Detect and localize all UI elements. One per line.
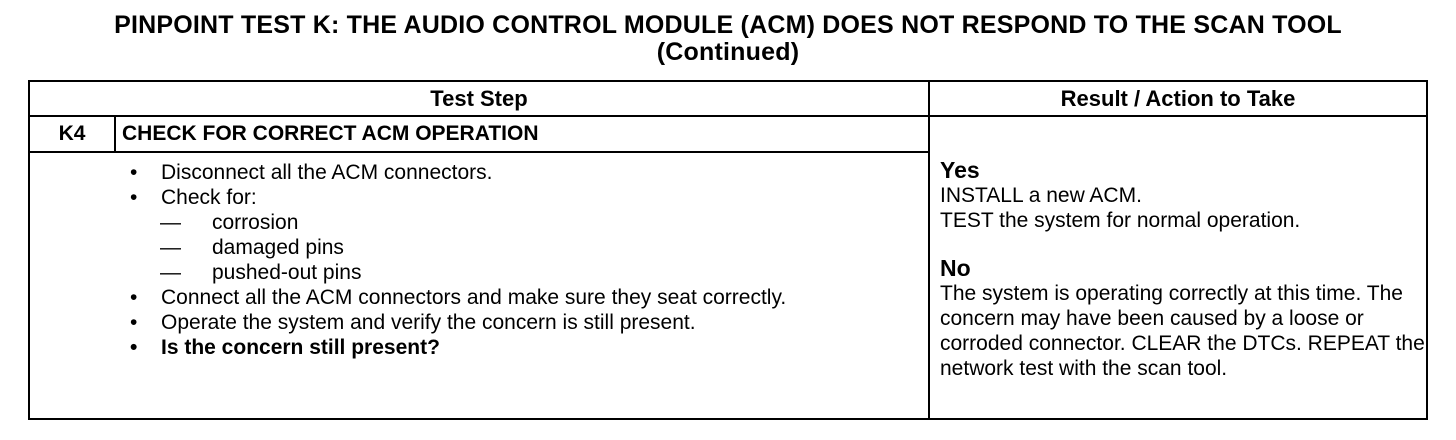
header-result: Result / Action to Take [1060, 86, 1296, 111]
bullet: • [130, 336, 138, 359]
step-item [130, 285, 851, 310]
header-test-step: Test Step [430, 86, 528, 111]
step-id: K4 [58, 122, 86, 145]
step-subitem [130, 235, 920, 260]
step-item-text: Disconnect all the ACM connectors. [161, 161, 493, 184]
result-yes-label: Yes [940, 157, 980, 183]
step-subitem [130, 260, 920, 285]
step-question [130, 335, 920, 360]
step-title: CHECK FOR CORRECT ACM OPERATION [122, 122, 539, 145]
step-question-text: Is the concern still present? [161, 336, 440, 359]
bullet: • [130, 161, 138, 184]
step-item [130, 160, 920, 185]
bullet: • [130, 286, 138, 309]
step-item-text: Check for: [161, 186, 257, 209]
result-yes-line: INSTALL a new ACM. [940, 184, 1142, 207]
bullet: • [130, 311, 138, 334]
dash: — [160, 261, 181, 284]
page-title [0, 12, 1456, 66]
step-item-text: Connect all the ACM connectors and make sure they seat correctly. [161, 286, 787, 309]
step-subitem-text: pushed-out pins [212, 261, 362, 284]
result-yes-line: TEST the system for normal operation. [940, 209, 1301, 232]
step-id-divider [114, 117, 116, 151]
column-divider [928, 82, 930, 418]
result-no-text: The system is operating correctly at this time. The concern may have been caused by a loose or corroded connector. CLEAR the DTCs. REPEAT the network test with the scan tool. [940, 282, 1425, 380]
step-subitem-text: damaged pins [212, 236, 344, 259]
result-column [940, 157, 1426, 381]
step-item [130, 310, 920, 335]
dash: — [160, 236, 181, 259]
result-no-label: No [940, 255, 971, 281]
step-instructions [130, 160, 920, 360]
step-subitem [130, 210, 920, 235]
step-item [130, 185, 920, 210]
step-subitem-text: corrosion [212, 211, 299, 234]
title-line-2: (Continued) [656, 38, 800, 66]
pinpoint-test-table [28, 80, 1428, 420]
step-item-text: Operate the system and verify the concern is still present. [161, 311, 696, 334]
dash: — [160, 211, 181, 234]
bullet: • [130, 186, 138, 209]
step-title-divider [30, 151, 928, 153]
title-line-1: PINPOINT TEST K: THE AUDIO CONTROL MODULE (ACM) DOES NOT RESPOND TO THE SCAN TOOL [114, 11, 1342, 39]
